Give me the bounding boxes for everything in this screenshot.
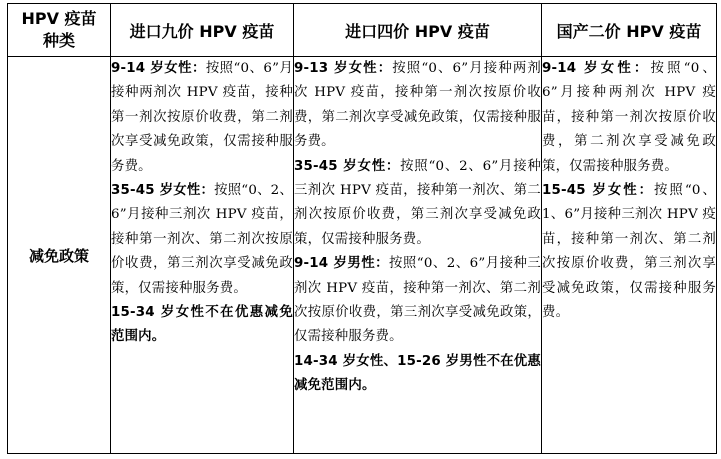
row-label-policy: 减免政策 [8, 57, 111, 454]
exclusion-note: 15-34 岁女性不在优惠减免范围内。 [111, 305, 293, 345]
paragraph [542, 179, 716, 325]
vaccine-type-header-line2: 种类 [42, 31, 75, 50]
age-group-label: 9-14 岁男性： [294, 256, 390, 272]
age-group-label: 9-14 岁女性： [542, 61, 651, 76]
policy-text: 按照“0、2、6”月接种三剂次 HPV 疫苗，接种第一剂次、第二剂次按原价收费，第三剂次享受减免政策，仅需接种服务费。 [294, 256, 541, 345]
paragraph [111, 57, 293, 179]
paragraph [294, 57, 541, 155]
vaccine-type-header [8, 4, 111, 57]
paragraph [294, 350, 541, 399]
policy-text: 按照“0、1、6”月接种三剂次 HPV 疫苗，接种第一剂次、第二剂次按原价收费，第三剂次享受减免政策，仅需接种服务费。 [542, 183, 716, 321]
exclusion-note: 14-34 岁女性、15-26 岁男性不在优惠减免范围内。 [294, 353, 541, 394]
policy-text: 按照“0、2、6”月接种三剂次 HPV 疫苗，接种第一剂次、第二剂次按原价收费，第三剂次享受减免政策，仅需接种服务费。 [294, 158, 541, 247]
table-row [8, 57, 717, 454]
age-group-label: 35-45 岁女性： [111, 183, 215, 199]
age-group-label: 35-45 岁女性： [294, 158, 401, 174]
age-group-label: 15-45 岁女性： [542, 183, 655, 199]
paragraph [111, 179, 293, 301]
paragraph [294, 252, 541, 350]
age-group-label: 9-13 岁女性： [294, 61, 393, 76]
header-9valent: 进口九价 HPV 疫苗 [111, 4, 294, 57]
vaccine-type-header-line1: HPV 疫苗 [21, 9, 97, 28]
hpv-policy-table [7, 3, 717, 454]
paragraph [111, 301, 293, 350]
policy-text: 按照“0、6”月接种两剂次 HPV 疫苗，接种第一剂次按原价收费，第二剂次享受减免政策，仅需接种服务费。 [542, 61, 716, 174]
table-header-row [8, 4, 717, 57]
cell-4valent [294, 57, 542, 454]
age-group-label: 9-14 岁女性： [111, 61, 206, 76]
policy-text: 按照“0、6”月接种两剂次 HPV 疫苗，接种第一剂次按原价收费，第二剂次享受减免政策，仅需接种服务费。 [294, 61, 541, 150]
header-2valent: 国产二价 HPV 疫苗 [542, 4, 717, 57]
policy-text: 按照“0、6”月接种两剂次 HPV 疫苗，接种第一剂次按原价收费，第二剂次享受减免政策，仅需接种服务费。 [111, 61, 293, 174]
paragraph [542, 57, 716, 179]
policy-text: 按照“0、2、6”月接种三剂次 HPV 疫苗，接种第一剂次、第二剂次按原价收费，第三剂次享受减免政策，仅需接种服务费。 [111, 183, 293, 296]
paragraph [294, 155, 541, 253]
header-4valent: 进口四价 HPV 疫苗 [294, 4, 542, 57]
cell-9valent [111, 57, 294, 454]
cell-2valent [542, 57, 717, 454]
